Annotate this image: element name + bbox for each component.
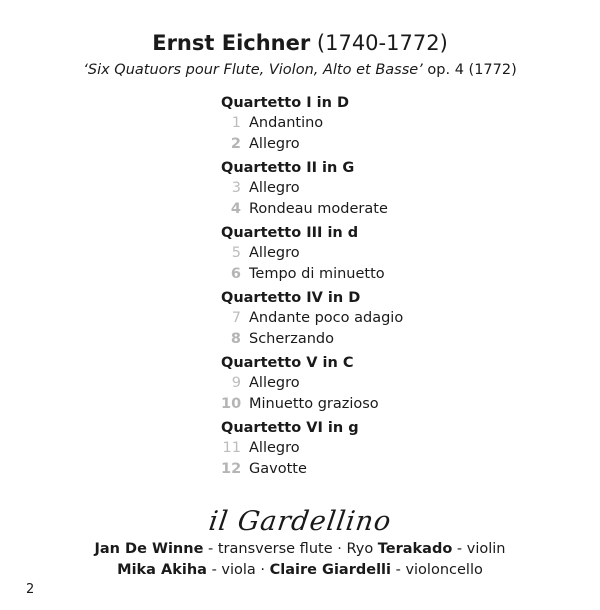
movement-title: Allegro (249, 245, 300, 261)
track-number: 4 (230, 200, 241, 217)
performer-name: Claire Giardelli (269, 562, 391, 578)
track-number: 7 (231, 310, 241, 326)
movement-row (221, 243, 541, 264)
opus-number: op. 4 (1772) (427, 62, 517, 78)
performer-name-first: Ryo (346, 541, 378, 557)
quartet-1 (221, 93, 541, 154)
track-number: 10 (221, 395, 242, 412)
movement-title: Allegro (249, 180, 300, 196)
track-number: 1 (231, 115, 241, 131)
track-number: 5 (231, 245, 241, 261)
composer-dates: (1740-1772) (316, 31, 448, 55)
quartet-title: Quartetto IV in D (221, 290, 361, 306)
track-number: 12 (221, 460, 242, 477)
quartet-title: Quartetto III in d (221, 225, 359, 241)
performer-role: - violin (452, 541, 506, 557)
performer-name: Jan De Winne (94, 541, 204, 557)
performers-line-1 (0, 539, 600, 560)
track-number: 8 (230, 330, 241, 347)
movement-row (221, 394, 541, 415)
movement-title: Allegro (249, 135, 300, 152)
movement-title: Rondeau moderate (249, 200, 388, 217)
performer-role: - violoncello (391, 562, 483, 578)
performers-line-2 (0, 560, 600, 581)
quartet-title: Quartetto VI in g (221, 420, 359, 436)
track-number: 9 (231, 375, 241, 391)
work-title: ‘Six Quatuors pour Flute, Violon, Alto et Basse’ (83, 62, 423, 78)
work-line (0, 60, 600, 80)
quartet-5 (221, 353, 541, 414)
movement-row (221, 178, 541, 199)
quartet-2 (221, 158, 541, 219)
movement-row (221, 373, 541, 394)
track-number: 6 (230, 265, 241, 282)
quartet-3 (221, 223, 541, 284)
header (0, 30, 600, 80)
movement-row (221, 134, 541, 155)
track-number: 3 (231, 180, 241, 196)
ensemble-logo: il Gardellino (206, 506, 394, 537)
movement-row (221, 308, 541, 329)
movement-row (221, 329, 541, 350)
movement-title: Minuetto grazioso (249, 395, 379, 412)
movement-title: Allegro (249, 375, 300, 391)
performer-role: - viola · (206, 562, 270, 578)
page-number: 2 (26, 582, 35, 597)
quartet-title: Quartetto I in D (221, 95, 350, 111)
movement-title: Andante poco adagio (249, 310, 404, 326)
movement-row (221, 438, 541, 459)
quartet-4 (221, 288, 541, 349)
ensemble-credits (0, 505, 600, 581)
movement-row (221, 459, 541, 480)
movement-title: Andantino (249, 115, 324, 131)
performer-name: Mika Akiha (117, 562, 207, 578)
quartet-title: Quartetto V in C (221, 355, 354, 371)
performer-name: Terakado (377, 541, 453, 557)
quartet-6 (221, 418, 541, 479)
track-number: 2 (230, 135, 241, 152)
composer-name: Ernst Eichner (152, 31, 311, 55)
track-number: 11 (222, 440, 241, 456)
quartet-title: Quartetto II in G (221, 160, 355, 176)
movement-row (221, 113, 541, 134)
movement-title: Gavotte (249, 460, 307, 477)
track-list (221, 93, 541, 483)
movement-title: Allegro (249, 440, 300, 456)
movement-title: Scherzando (249, 330, 335, 347)
performer-role: - transverse flute · (203, 541, 347, 557)
movement-row (221, 264, 541, 285)
composer-line (0, 30, 600, 56)
movement-title: Tempo di minuetto (249, 265, 385, 282)
movement-row (221, 199, 541, 220)
